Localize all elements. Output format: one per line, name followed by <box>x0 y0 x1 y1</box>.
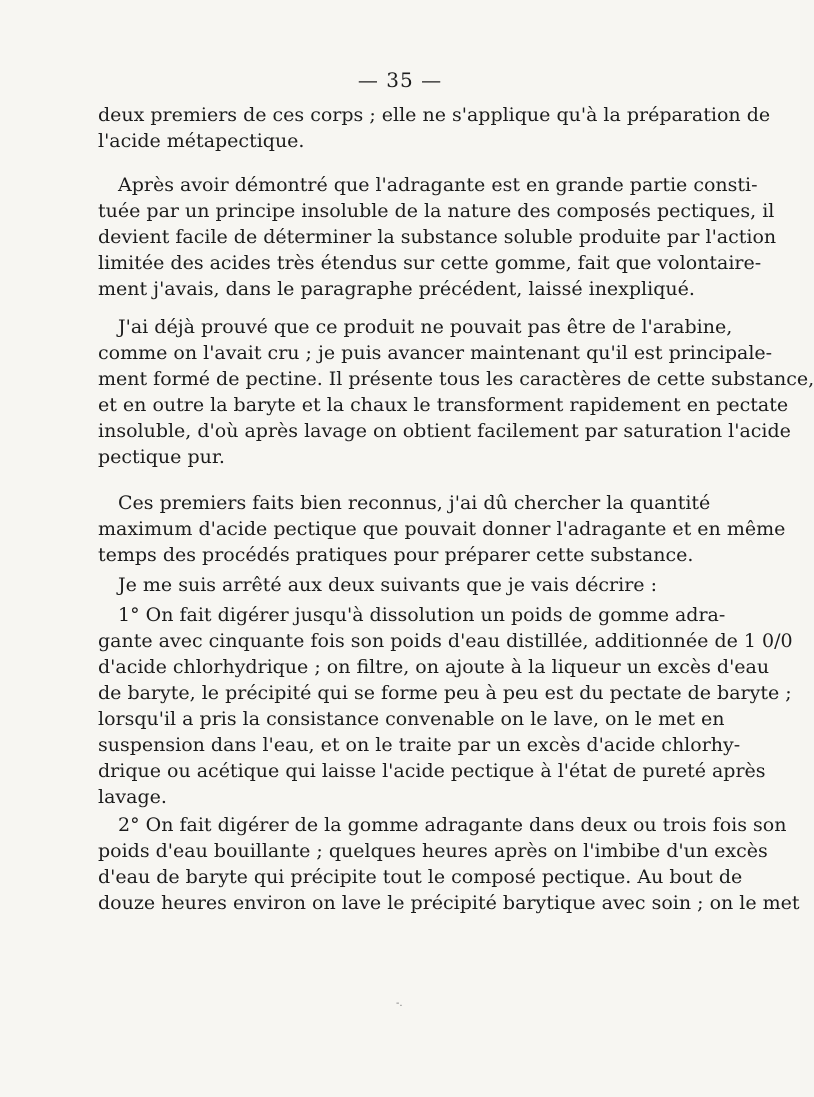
text-line: poids d'eau bouillante ; quelques heures après on l'imbibe d'un excès <box>98 840 768 862</box>
page-number: — 35 — <box>357 68 443 92</box>
text-line: 2° On fait digérer de la gomme adragante dans deux ou trois fois son <box>118 814 787 836</box>
text-line: drique ou acétique qui laisse l'acide pectique à l'état de pureté après <box>98 760 766 782</box>
text-line: maximum d'acide pectique que pouvait donner l'adragante et en même <box>98 518 786 540</box>
text-line: deux premiers de ces corps ; elle ne s'applique qu'à la préparation de <box>98 104 771 126</box>
text-line: de baryte, le précipité qui se forme peu à peu est du pectate de baryte ; <box>98 682 792 704</box>
text-line: insoluble, d'où après lavage on obtient facilement par saturation l'acide <box>98 420 791 442</box>
text-line: ment formé de pectine. Il présente tous les caractères de cette substance, <box>98 368 814 390</box>
text-line: limitée des acides très étendus sur cette gomme, fait que volontaire- <box>98 252 762 274</box>
text-line: temps des procédés pratiques pour préparer cette substance. <box>98 544 694 566</box>
text-line: et en outre la baryte et la chaux le transforment rapidement en pectate <box>98 394 789 416</box>
text-line: douze heures environ on lave le précipité barytique avec soin ; on le met <box>98 892 800 914</box>
text-line: gante avec cinquante fois son poids d'eau distillée, additionnée de 1 0/0 <box>98 630 793 652</box>
text-line: Je me suis arrêté aux deux suivants que je vais décrire : <box>118 574 657 596</box>
text-line: Ces premiers faits bien reconnus, j'ai dû chercher la quantité <box>118 492 711 514</box>
text-line: lorsqu'il a pris la consistance convenable on le lave, on le met en <box>98 708 725 730</box>
text-line: d'eau de baryte qui précipite tout le composé pectique. Au bout de <box>98 866 743 888</box>
text-line: J'ai déjà prouvé que ce produit ne pouvait pas être de l'arabine, <box>118 316 733 338</box>
text-line: suspension dans l'eau, et on le traite par un excès d'acide chlorhy- <box>98 734 741 756</box>
text-line: l'acide métapectique. <box>98 130 305 152</box>
text-line: tuée par un principe insoluble de la nature des composés pectiques, il <box>98 200 775 222</box>
text-line: ment j'avais, dans le paragraphe précédent, laissé inexpliqué. <box>98 278 695 300</box>
footer-mark: -. <box>396 998 403 1009</box>
text-line: d'acide chlorhydrique ; on filtre, on ajoute à la liqueur un excès d'eau <box>98 656 770 678</box>
text-line: pectique pur. <box>98 446 225 468</box>
text-line: lavage. <box>98 786 167 808</box>
text-line: 1° On fait digérer jusqu'à dissolution un poids de gomme adra- <box>118 604 726 626</box>
text-line: comme on l'avait cru ; je puis avancer maintenant qu'il est principale- <box>98 342 773 364</box>
text-line: devient facile de déterminer la substance soluble produite par l'action <box>98 226 777 248</box>
text-line: Après avoir démontré que l'adragante est en grande partie consti- <box>118 174 758 196</box>
